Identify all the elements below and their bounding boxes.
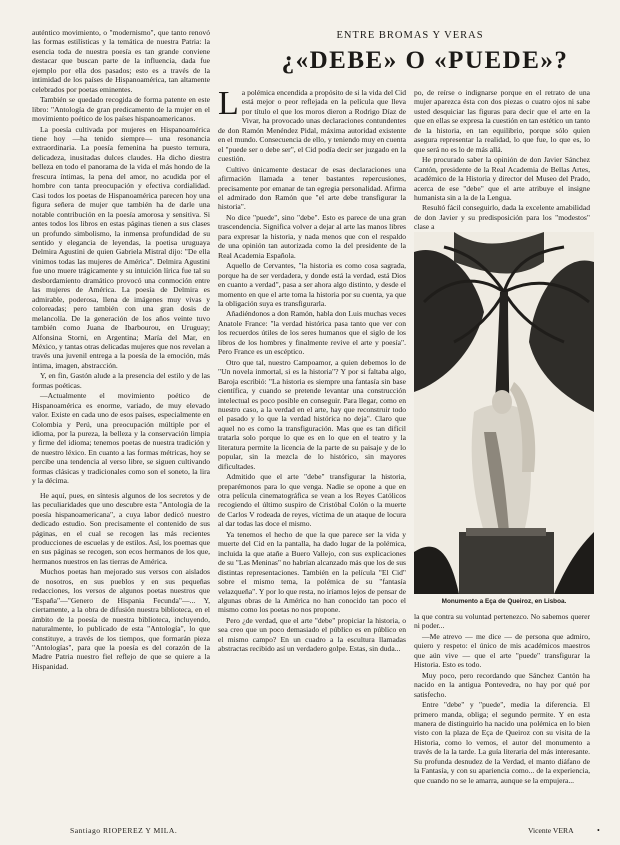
left-paragraph-5: —Actualmente el movimiento poético de Hispanoamérica es enorme, variado, de muy elevado valor. Existe en cada uno de esos países, especialmente en Colombia y Perú, una preocupación múltiple por el idioma, por la pureza, la belleza y la conservación limpia y firme del idioma; tenemos poetas de nuestra tradición y de nuestro léxico. En cuanto a las formas métricas, hoy se percibe una tendencia al verso libre, se siguen cultivando formas clásicas y tradicionales como son el soneto, la lira y la décima. (32, 391, 210, 486)
main-paragraph-6: Otro que tal, nuestro Campoamor, a quien debemos lo de "Un novela inmortal, si es la historia"? Y por si faltaba algo, Baroja escribió: "La historia es siempre una fantasía sin base científica, y cuando se pretende levantar una construcción intelectual es poco posible en conseguir. Para llegar, como en nuestro caso, a la verdad en el arte, hay que reconstruir todo el pasado y lo que la verdad histórica no deja". Claro que aquel no es como la transfiguración. Mas que es tan difícil tratarla solo porque lo que es en lo que en el teatro y la literatura permite la licencia de la parte de su paisaje y de lo popular, sin la mezcla de lo histórico, sin mayores dificultades. (218, 357, 406, 471)
right-article-top-column (414, 88, 590, 233)
left-article-column (32, 28, 210, 672)
photo-caption: Monumento a Eça de Queiroz, en Lisboa. (441, 598, 567, 605)
left-paragraph-7: Muchos poetas han mejorado sus versos con aislados de nosotros, en sus pueblos y en sus pequeñas redacciones, los versos de algunos poetas nuestros que "España"—"Genero de Hispania Fecunda"—... Y, ciertamente, a la obra de difusión nuestra biblioteca, en el ámbito de la poesía de nuestra biblioteca, incluyendo, naturalmente, lo publicado de esta "Antología", lo que constituye, a través de los tiempos, que formarán pieza "Antologías", para que la poesía es del corazón de la Madre Patria nuestro fiel reflejo de que se quiere a la Hispanidad. (32, 567, 210, 671)
right-top-paragraph-1: po, de reírse o indignarse porque en el retrato de una mujer aparezca ésta con dos piezas o cuatro ojos ni sabe usted desquiciar las figuras para decir que el arte en la que en ellas se expresa la cuestión en tan estético un tanto de la historia, en tan equilibrio, porque sólo quien asegura representar la realidad, lo que fue, lo que es, lo que será no es lo de más allá. (414, 88, 590, 154)
main-paragraph-1-text: a polémica encendida a propósito de si la vida del Cid está mejor o peor reflejada en la película que lleva por título el que los moros dieron a Rodrigo Díaz de Vivar, ha provocado unas declaraciones contundentes de don Ramón Menéndez Pidal, máxima autoridad existente en el mundo. Consecuencia de ello, y teniendo muy en cuenta el "puede ser o debe ser", el Cid podía decir ser juzgado en la cuestión. (218, 88, 406, 164)
drop-cap: L (218, 85, 239, 122)
left-paragraph-1: auténtico movimiento, o "modernismo", que tanto renovó las formas estilísticas y la temática de nuestra Patria: la esencia toda de nuestra poesía es tan grande conviene destacar que buscan parte de la influencia, dada fue ejemplo por ella dos pasados; esto es a través de la intimidad de los países de Hispanoamérica, tan altamente celebrados por poetas eminentes. (32, 28, 210, 94)
main-paragraph-8: Ya tenemos el hecho de que la que parece ser la vida y muerte del Cid en la pantalla, ha dado lugar de la polémica, incluida la que atañe a Buero Vallejo, con sus explicaciones de su "Las Meninas" no habrían alcanzado más que los de sus distintas representaciones. También en la película "El Cid" sobre el mismo tema, la polémica de su "fantasía velazqueña". Y por lo que resta, no iríamos lejos de pensar de algunas obras de la América no han conocido tan poco el mismo como los poetas no nos propone. (218, 529, 406, 615)
main-article-column (218, 85, 406, 655)
right-bottom-paragraph-3: Muy poco, pero recordando que Sánchez Cantón ha nacido en la antigua Pontevedra, no hay por qué por satisfecho. (414, 670, 590, 699)
right-bottom-paragraph-4: Entre "debe" y "puede", media la diferencia. El primero manda, obliga; el segundo permite. Y en esta manera de distinguirlo ha nacido una polémica en lo bien visto con la plaza de Eça de Queiroz con su visita de la Historia, como lo vemos, el autor del monumento a través de la la tarde. La guía literaria del más interesante. Su profunda desnudez de la Verdad, el manto diáfano de la Fantasía, y con su apariencia como... de la experiencia, que cuando no se le amarra, aunque se la empujera... (414, 700, 590, 785)
main-paragraph-3: No dice "puede", sino "debe". Esto es parece de una gran trascendencia. Significa volver a dejar al arte las manos libres para expresar la historia, y nada menos que con el respaldo de una opinión tan autorizada como la del presidente de la Real Academia Española. (218, 212, 406, 260)
left-paragraph-6: He aquí, pues, en síntesis algunos de los secretos y de las peculiaridades que uno descubre esta "Antología de la poesía hispanoamericana", a cuya labor dedicó nuestro dedicado estudio. Son precisamente el contenido de sus páginas, en el cual se recogen las más recientes producciones de escuelas y de estilos. Así, los poemas que en sus páginas se recogen, son ecos hermanos de los que, hermanos nuestros en las tierras de América. (32, 490, 210, 566)
left-paragraph-2: También se quedado recogida de forma patente en este libro: "Antología de gran predicamento de la mujer en el movimiento poético de los países hispanoamericanos. (32, 95, 210, 124)
monument-photo (414, 232, 594, 594)
page-mark: • (597, 826, 600, 835)
right-bottom-paragraph-2: —Me atrevo — me dice — de persona que admiro, quiero y respeto: el único de mis académicos maestros que aún vive — que el arte "puede" transfigurar la Historia. Esto es todo. (414, 631, 590, 670)
main-paragraph-5: Añadiéndonos a don Ramón, habla don Luis muchas veces Anatole France: "la verdad histórica pasa tanto que ver con los recuerdos útiles de los seres humanos que el siglo de los libros de los hombres y finalmente revive el arte y poesía". Pero France es un escéptico. (218, 309, 406, 357)
left-paragraph-4: Y, en fin, Gastón alude a la presencia del estilo y de las formas poéticas. (32, 371, 210, 390)
main-paragraph-2: Cultivo únicamente destacar de esas declaraciones una afirmación llamada a tener bastantes repercusiones, precisamente por emanar de tan egregia personalidad. Afirma el admirado don Ramón que "el arte debe transfigurar la historia". (218, 164, 406, 212)
main-paragraph-9: Pero ¿de verdad, que el arte "debe" propiciar la historia, o sea creo que un poco demasiado el público es en público en el mismo campo? En un cuadro a la escultura llamadas abstractas recibido así un verdadero golpe. Estas, sin duda... (218, 615, 406, 654)
right-bottom-paragraph-1: la que contra su voluntad pertenezco. No sabemos querer ni poder... (414, 612, 590, 631)
section-header: ENTRE BROMAS Y VERAS (336, 30, 484, 41)
main-paragraph-7: Admitido que el arte "debe" transfigurar la historia, preparémonos para lo que venga. Nadie se opone a que en otra película cinematográfica se vean a los Reyes Católicos recogiendo el último suspiro de Cristóbal Colón o la muerte de Carlos V rodeada de reyes, víctima de un ataque de locura al dar todas las doce el mismo. (218, 472, 406, 529)
main-paragraph-4: Aquello de Cervantes, "la historia es como cosa sagrada, porque ha de ser verdadera, y donde está la verdad, está Dios en cuanto a verdad", pasa a ser ahora algo distinto, y desde el momento en que el arte toma la historia por su cuenta, ya que la obligación suya es transfigurarla. (218, 261, 406, 308)
left-article-signature: Santiago RIOPEREZ Y MILA. (70, 826, 178, 835)
right-top-paragraph-2: He procurado saber la opinión de don Javier Sánchez Cantón, presidente de la Real Academia de Bellas Artes, académico de la Historia y director del Museo del Prado, acerca de ese "debe" que el arte atribuye el insigne humanista sin a la de la Lengua. (414, 155, 590, 202)
right-article-bottom-column (414, 612, 590, 786)
monument-photo-image (414, 232, 594, 594)
main-paragraph-1 (218, 85, 406, 164)
right-article-signature: Vicente VERA (528, 826, 574, 835)
main-headline: ¿«DEBE» O «PUEDE»? (281, 47, 569, 74)
right-top-paragraph-3: Resultó fácil conseguirlo, dada la excelente amabilidad de don Javier y su predisposición para los "modestos" clase a (414, 203, 590, 232)
left-paragraph-3: La poesía cultivada por mujeres en Hispanoamérica tiene hoy —ha tenido siempre— una resonancia extraordinaria. La poesía femenina ha puesto ternura, delicadeza, inusitadas dulces claudes. Ha dicho diestra belleza en todo el panorama de la vida el más hondo de la frescura íntimas, la pena del amor, no acudida por el hombre con tanta preocupación y efectiva cordialidad. Casi todos los poetas de Hispanoamérica parecen hoy una figura señera de mujer que también ha de darle una notable contribución en la poesía amorosa y sensitiva. Si antes todos los libros en estas páginas tienen a sus clases un profundo simbolismo, la inmensa profundidad de su sentido y elegancia de leyendas, la poetisa uruguaya Delmira Agustini de quien Gabriela Mistral dijo: "De ella vinimos todas las mujeres de América". Delmira Agustini fue uno muere trágicamente y su intuición lírica fue tal su desbordamiento dramático provocó una conmoción entre las mujeres de América. La poesía de Delmira es admirable, poderosa, llena de imágenes muy vivas y coloreadas; pero también con una gran dosis de melancolía. De la generación de los años veinte tuvo también como Juana de Ibarbourou, en Uruguay; Alfonsina Storni, en Argentina; María del Mar, en México, y tantas otras delicadas mujeres que nos revelan a través una juvenil entrega a la poesía de la emoción, más íntima, imagen, abstracción. (32, 124, 210, 370)
